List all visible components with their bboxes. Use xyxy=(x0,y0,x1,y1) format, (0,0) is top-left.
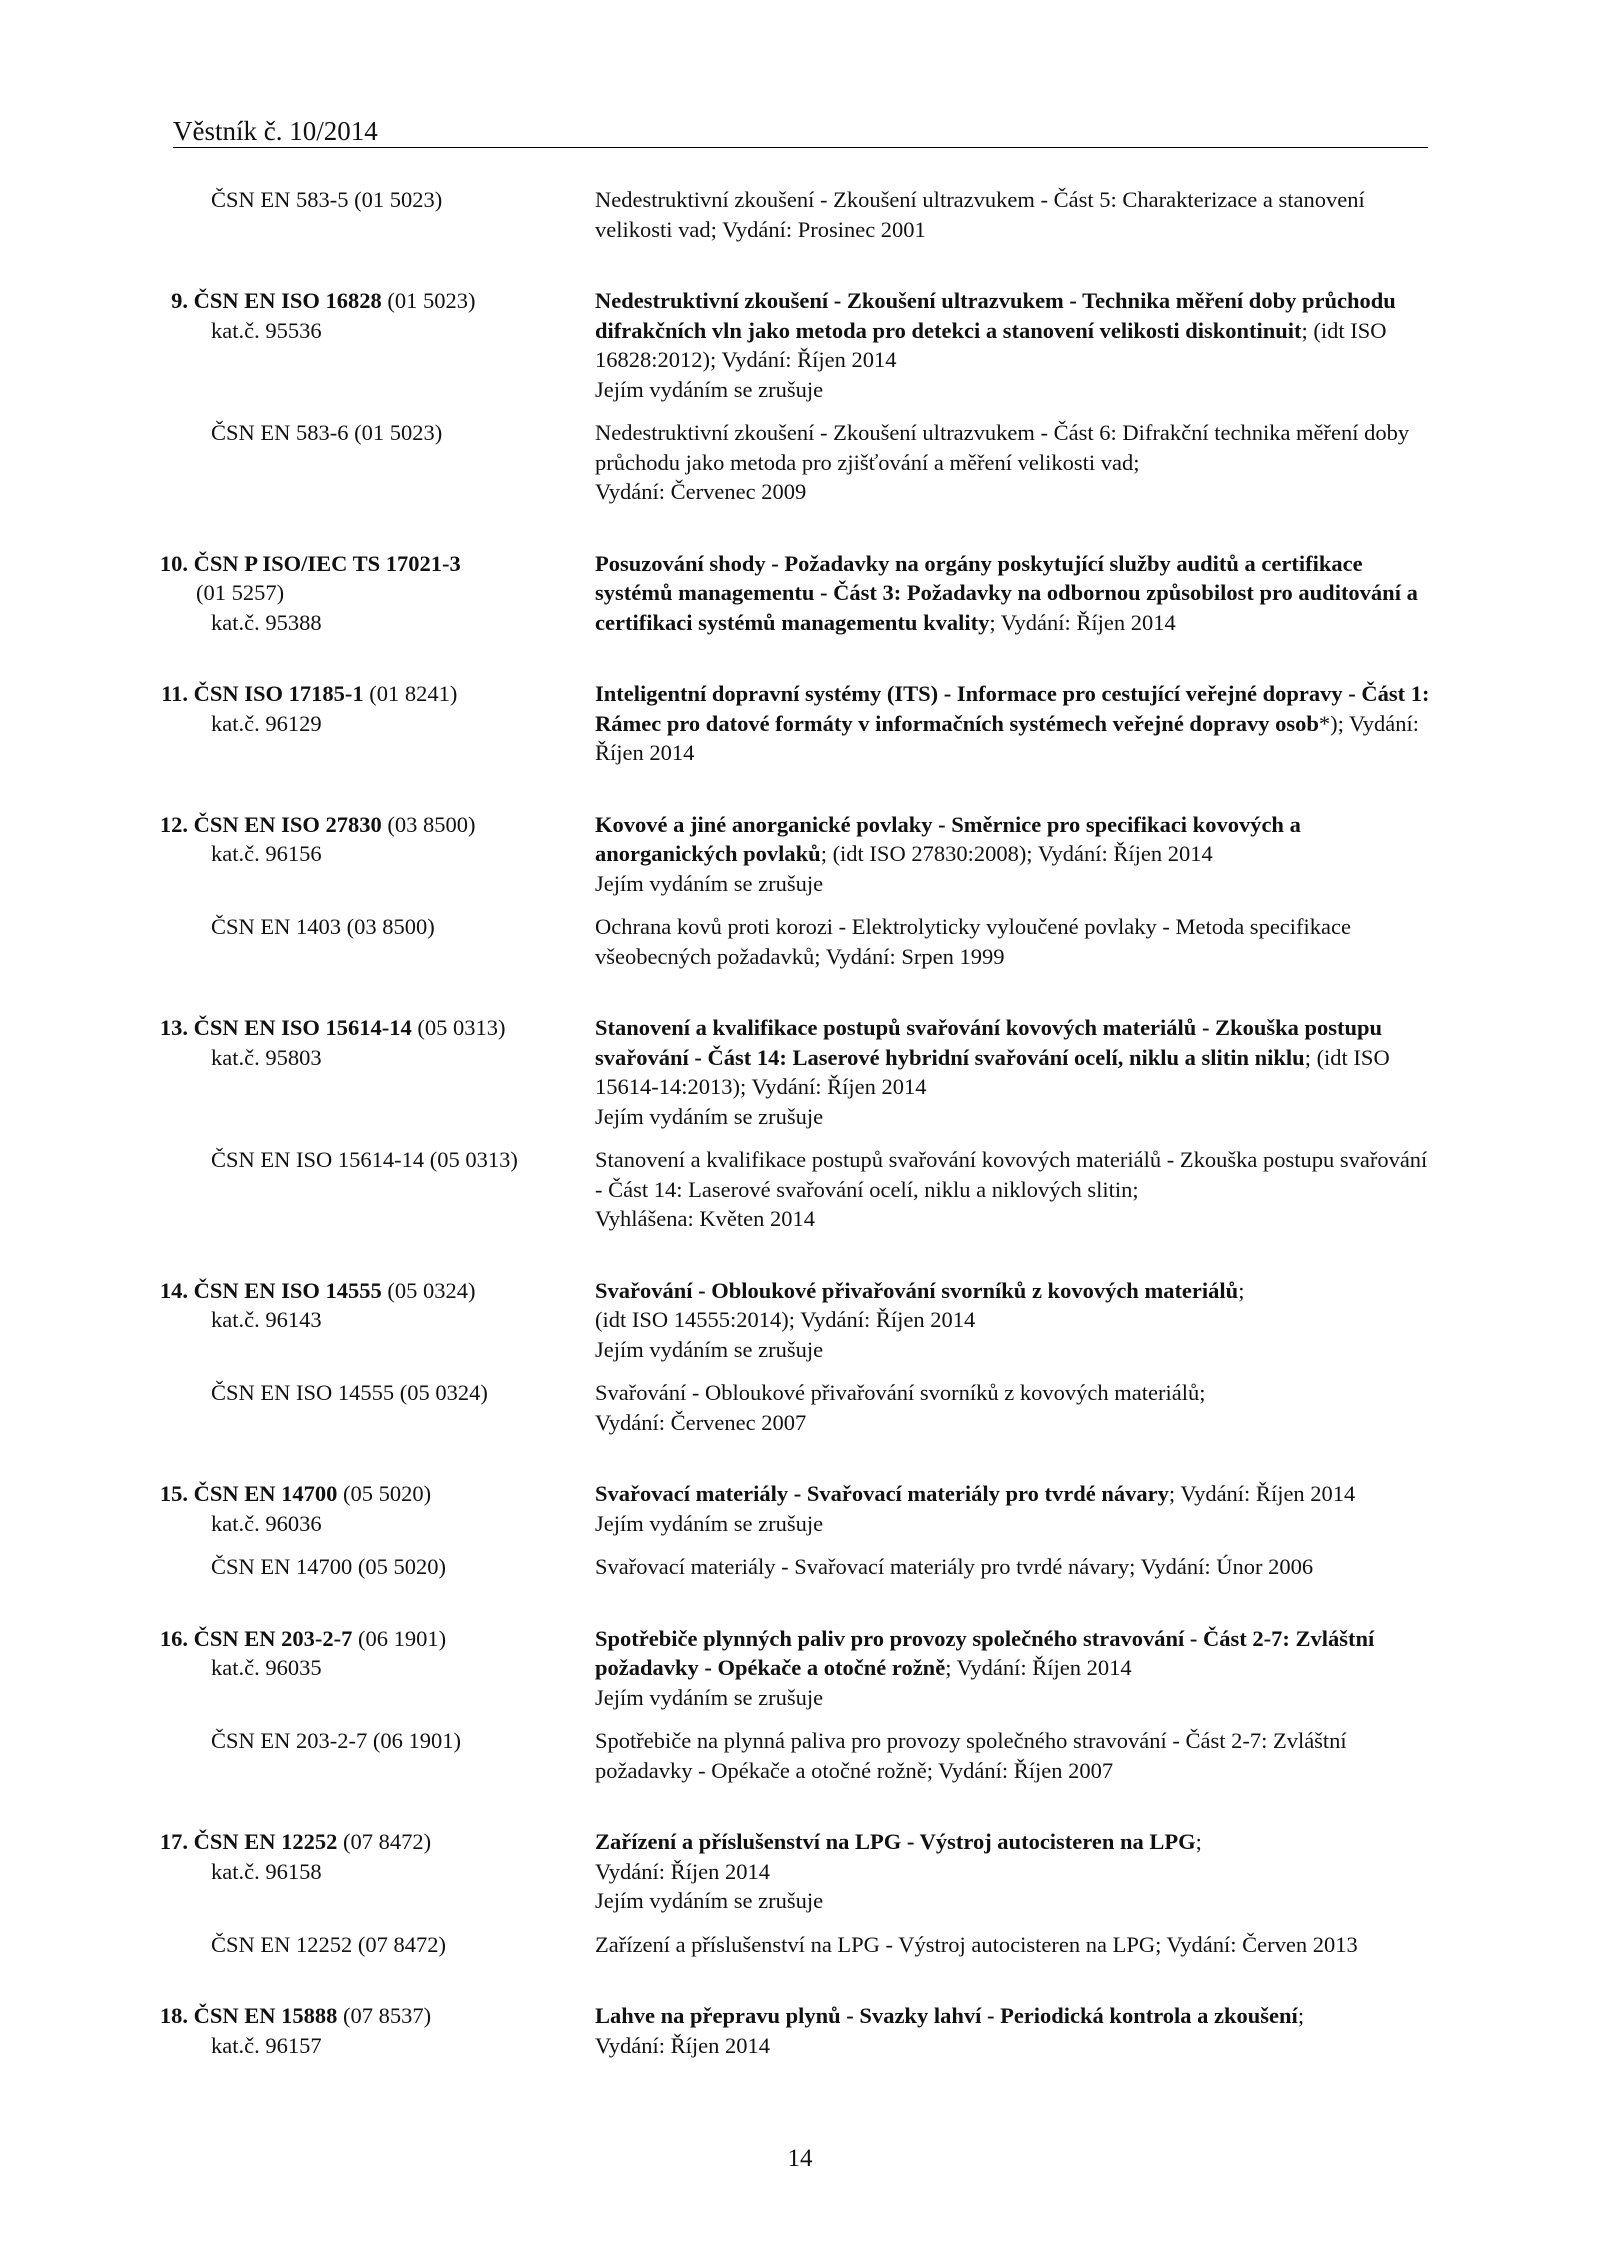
standard-replaced-row xyxy=(0,418,1600,507)
title-bold: Svařovací materiály - Svařovací materiály pro tvrdé návary xyxy=(595,1481,1169,1506)
title-details: ; xyxy=(1195,1829,1202,1854)
title-extra-line: Vydání: Říjen 2014 xyxy=(595,1858,770,1884)
replaces-note: Jejím vydáním se zrušuje xyxy=(595,1103,824,1129)
entry-number: 17. xyxy=(159,1829,188,1854)
title-details: ; xyxy=(1297,2003,1305,2028)
standard-title xyxy=(580,1145,1435,1234)
classification-code: (06 1901) xyxy=(352,1625,447,1651)
replaces-note: Jejím vydáním se zrušuje xyxy=(595,376,824,402)
standard-designation xyxy=(0,286,580,404)
title-details: ; Vydání: Říjen 2014 xyxy=(1168,1481,1356,1506)
header-rule xyxy=(173,147,1428,148)
replaced-standard-code: ČSN EN ISO 14555 (05 0324) xyxy=(211,1380,488,1405)
catalog-number: kat.č. 96143 xyxy=(211,1307,322,1332)
catalog-number: kat.č. 96158 xyxy=(211,1858,322,1884)
title-text xyxy=(595,1013,1435,1102)
standard-title xyxy=(580,912,1435,971)
replaced-standard-code: ČSN EN 203-2-7 (06 1901) xyxy=(211,1728,461,1753)
title-bold: Inteligentní dopravní systémy (ITS) - Informace pro cestující veřejné dopravy - Část 1: Rámec pro datové formáty v informačních systémech veřejné dopravy osob xyxy=(595,681,1430,736)
designation-line xyxy=(159,1827,580,1857)
entry-number: 16. xyxy=(159,1625,188,1651)
title-bold: Zařízení a příslušenství na LPG - Výstroj autocisteren na LPG xyxy=(595,1829,1196,1854)
standard-entry xyxy=(0,1276,1600,1438)
catalog-number: kat.č. 96036 xyxy=(211,1510,322,1536)
title-text xyxy=(595,1378,1435,1408)
standard-designation xyxy=(0,1624,580,1713)
standard-new-row xyxy=(0,1013,1600,1131)
title-text xyxy=(595,1479,1435,1509)
title-extra-line: Jejím vydáním se zrušuje xyxy=(595,1888,824,1913)
standard-title xyxy=(580,1624,1435,1713)
standard-title xyxy=(580,549,1435,638)
standard-designation xyxy=(0,418,580,507)
standard-code: ČSN EN ISO 27830 xyxy=(193,811,382,837)
page-number: 14 xyxy=(787,2145,813,2172)
entry-number: 18. xyxy=(159,2003,188,2028)
standard-code: ČSN EN 14700 xyxy=(193,1481,338,1506)
replaced-standard-code: ČSN EN 14700 (05 5020) xyxy=(211,1554,446,1579)
page-header-title: Věstník č. 10/2014 xyxy=(173,116,378,146)
classification-code: (07 8472) xyxy=(337,1829,432,1854)
title-details: ; xyxy=(1238,1277,1245,1303)
standard-new-row xyxy=(0,679,1600,768)
replaces-note: Jejím vydáním se zrušuje xyxy=(595,1510,824,1536)
title-text xyxy=(595,912,1435,971)
standard-new-row xyxy=(0,2001,1600,2060)
standard-replaced-row xyxy=(0,1378,1600,1437)
title-bold: Svařování - Obloukové přivařování svorníků z kovových materiálů xyxy=(595,1277,1239,1303)
standard-new-row xyxy=(0,286,1600,404)
entry-number: 12. xyxy=(159,811,188,837)
standard-entry xyxy=(0,1827,1600,1959)
standard-designation xyxy=(0,1479,580,1538)
standard-title xyxy=(580,1378,1435,1437)
title-details: Nedestruktivní zkoušení - Zkoušení ultrazvukem - Část 6: Difrakční technika měření doby průchodu jako metoda pro zjišťování a měření velikosti vad; xyxy=(595,420,1410,475)
standard-new-row xyxy=(0,185,1600,244)
title-text xyxy=(595,1930,1435,1960)
standard-replaced-row xyxy=(0,1145,1600,1234)
standard-title xyxy=(580,1827,1435,1916)
classification-code: (05 5020) xyxy=(337,1481,432,1506)
replaced-standard-code: ČSN EN 12252 (07 8472) xyxy=(211,1931,446,1957)
standard-code: ČSN EN 12252 xyxy=(193,1829,338,1854)
entry-number: 9. xyxy=(171,288,188,313)
title-details: ; (idt ISO 15614-14:2013); Vydání: Říjen 2014 xyxy=(595,1044,1390,1099)
standard-designation xyxy=(0,2001,580,2060)
title-details: Ochrana kovů proti korozi - Elektrolyticky vyloučené povlaky - Metoda specifikace všeobecných požadavků; Vydání: Srpen 1999 xyxy=(595,914,1351,969)
title-extra-line: (idt ISO 14555:2014); Vydání: Říjen 2014 xyxy=(595,1307,976,1332)
replaces-note: Vyhlášena: Květen 2014 xyxy=(595,1206,815,1231)
replaced-standard-code: ČSN EN 1403 (03 8500) xyxy=(211,914,435,939)
standard-entry xyxy=(0,1479,1600,1582)
standard-designation xyxy=(0,1378,580,1437)
title-text xyxy=(595,1726,1435,1785)
standard-title xyxy=(580,1013,1435,1131)
standard-new-row xyxy=(0,1276,1600,1365)
catalog-number: kat.č. 95803 xyxy=(211,1044,322,1070)
standard-designation xyxy=(0,1827,580,1916)
classification-code: (07 8537) xyxy=(337,2003,432,2028)
catalog-number: kat.č. 96129 xyxy=(211,710,322,736)
standard-code: ČSN ISO 17185-1 xyxy=(193,681,364,706)
standard-designation xyxy=(0,549,580,638)
standard-designation xyxy=(0,679,580,768)
designation-line xyxy=(171,286,580,316)
title-details: ; Vydání: Říjen 2014 xyxy=(989,609,1176,635)
classification-code: (01 5023) xyxy=(381,288,476,313)
standard-title xyxy=(580,679,1435,768)
replaced-standard-code: ČSN EN ISO 15614-14 (05 0313) xyxy=(211,1147,518,1172)
standard-replaced-row xyxy=(0,1930,1600,1960)
title-text xyxy=(595,286,1435,375)
designation-line xyxy=(159,1479,580,1509)
title-extra-line: Vydání: Říjen 2014 xyxy=(595,2032,770,2058)
catalog-number: kat.č. 96035 xyxy=(211,1655,322,1680)
classification-code: (05 0313) xyxy=(411,1015,506,1040)
replaces-note: Vydání: Červenec 2009 xyxy=(595,479,807,504)
replaces-note: Vydání: Červenec 2007 xyxy=(595,1409,807,1435)
standard-entry xyxy=(0,286,1600,507)
standard-entry xyxy=(0,679,1600,768)
title-details: *); Vydání: Říjen 2014 xyxy=(595,710,1420,765)
title-text xyxy=(595,1827,1435,1857)
title-text xyxy=(595,1552,1435,1582)
title-details: Spotřebiče na plynná paliva pro provozy společného stravování - Část 2-7: Zvláštní požadavky - Opékače a otočné rožně; Vydání: Říjen 2007 xyxy=(595,1728,1347,1783)
title-bold: Spotřebiče plynných paliv pro provozy společného stravování - Část 2-7: Zvláštní požadavky - Opékače a otočné rožně xyxy=(595,1625,1375,1680)
title-text xyxy=(595,810,1435,869)
title-details: Zařízení a příslušenství na LPG - Výstroj autocisteren na LPG; Vydání: Červen 2013 xyxy=(595,1931,1358,1957)
standard-new-row xyxy=(0,1624,1600,1713)
standard-title xyxy=(580,1479,1435,1538)
title-text xyxy=(595,2001,1435,2031)
standard-title xyxy=(580,1726,1435,1785)
title-text xyxy=(595,185,1435,244)
title-bold: Lahve na přepravu plynů - Svazky lahví - Periodická kontrola a zkoušení xyxy=(595,2003,1298,2028)
title-text xyxy=(595,1145,1435,1204)
title-bold: Nedestruktivní zkoušení - Zkoušení ultrazvukem - Technika měření doby průchodu difrakčních vln jako metoda pro detekci a stanovení velikosti diskontinuit xyxy=(595,288,1396,343)
standard-designation xyxy=(0,1930,580,1960)
designation-line xyxy=(159,549,580,579)
designation-line xyxy=(161,679,580,709)
classification-code: (01 5257) xyxy=(196,580,285,605)
replaced-standard-code: ČSN EN 583-6 (01 5023) xyxy=(211,420,443,445)
replaces-note: Jejím vydáním se zrušuje xyxy=(595,870,824,896)
title-details: Svařovací materiály - Svařovací materiály pro tvrdé návary; Vydání: Únor 2006 xyxy=(595,1554,1314,1579)
title-text xyxy=(595,418,1435,477)
classification-code: (05 0324) xyxy=(381,1277,476,1303)
title-text xyxy=(595,1624,1435,1683)
standard-entry xyxy=(0,1624,1600,1786)
standard-title xyxy=(580,418,1435,507)
standard-designation xyxy=(0,1276,580,1365)
designation-line xyxy=(159,810,580,840)
designation-line xyxy=(159,1276,580,1306)
standard-title xyxy=(580,1276,1435,1365)
standard-replaced-row xyxy=(0,1726,1600,1785)
standard-designation xyxy=(0,1726,580,1785)
title-text xyxy=(595,549,1435,638)
catalog-number: kat.č. 95536 xyxy=(211,317,322,343)
standard-title xyxy=(580,185,1435,244)
standard-code: ČSN EN ISO 15614-14 xyxy=(193,1015,412,1040)
standard-code: ČSN EN 203-2-7 xyxy=(193,1625,353,1651)
standard-code: ČSN P ISO/IEC TS 17021-3 xyxy=(193,550,461,576)
standard-title xyxy=(580,2001,1435,2060)
standard-code: ČSN EN ISO 14555 xyxy=(193,1277,382,1303)
standard-entry xyxy=(0,810,1600,972)
standard-title xyxy=(580,810,1435,899)
standard-designation xyxy=(0,810,580,899)
title-text xyxy=(595,679,1435,768)
title-details: Svařování - Obloukové přivařování svorníků z kovových materiálů; xyxy=(595,1380,1206,1405)
catalog-number: kat.č. 95388 xyxy=(211,609,322,635)
standard-new-row xyxy=(0,1827,1600,1916)
title-details: ; (idt ISO 27830:2008); Vydání: Říjen 2014 xyxy=(820,841,1213,866)
classification-code: (03 8500) xyxy=(381,811,476,837)
standard-new-row xyxy=(0,810,1600,899)
designation-line xyxy=(159,1624,580,1654)
title-details: ; (idt ISO 16828:2012); Vydání: Říjen 2014 xyxy=(595,317,1387,372)
title-bold: Posuzování shody - Požadavky na orgány poskytující služby auditů a certifikace systémů managementu - Část 3: Požadavky na odbornou způsobilost pro auditování a certifikaci systémů managementu kvality xyxy=(595,550,1418,635)
title-bold: Kovové a jiné anorganické povlaky - Směrnice pro specifikaci kovových a anorganických povlaků xyxy=(595,811,1301,866)
standard-designation xyxy=(0,912,580,971)
standard-title xyxy=(580,286,1435,404)
entry-number: 10. xyxy=(159,550,188,576)
classification-code: (01 8241) xyxy=(363,681,458,706)
title-bold: Stanovení a kvalifikace postupů svařování kovových materiálů - Zkouška postupu svařování - Část 14: Laserové hybridní svařování ocelí, niklu a slitin niklu xyxy=(595,1015,1383,1070)
standard-replaced-row xyxy=(0,912,1600,971)
replaces-note: Jejím vydáním se zrušuje xyxy=(595,1684,824,1710)
standard-entry xyxy=(0,1013,1600,1234)
standard-designation xyxy=(0,1552,580,1582)
entry-number: 15. xyxy=(159,1481,188,1506)
catalog-number: kat.č. 96156 xyxy=(211,841,322,866)
title-details: Stanovení a kvalifikace postupů svařování kovových materiálů - Zkouška postupu svařování - Část 14: Laserové svařování ocelí, niklu a niklových slitin; xyxy=(595,1147,1428,1202)
title-extra-line: Jejím vydáním se zrušuje xyxy=(595,1336,824,1362)
standard-new-row xyxy=(0,1479,1600,1538)
entry-number: 13. xyxy=(159,1015,188,1040)
replaced-standard-code: ČSN EN 583-5 (01 5023) xyxy=(211,187,443,212)
entry-number: 11. xyxy=(161,681,188,706)
standard-entry xyxy=(0,2001,1600,2060)
standard-replaced-row xyxy=(0,1552,1600,1582)
designation-line xyxy=(159,2001,580,2031)
title-details: ; Vydání: Říjen 2014 xyxy=(945,1655,1132,1680)
entry-number: 14. xyxy=(159,1277,188,1303)
standard-title xyxy=(580,1552,1435,1582)
standard-entry xyxy=(0,549,1600,638)
designation-line xyxy=(159,1013,580,1043)
title-details: Nedestruktivní zkoušení - Zkoušení ultrazvukem - Část 5: Charakterizace a stanovení velikosti vad; Vydání: Prosinec 2001 xyxy=(595,187,1365,242)
standard-code: ČSN EN 15888 xyxy=(193,2003,338,2028)
standard-code: ČSN EN ISO 16828 xyxy=(193,288,382,313)
standard-designation xyxy=(0,185,580,244)
standard-designation xyxy=(0,1145,580,1234)
standards-list xyxy=(0,185,1600,2060)
standard-designation xyxy=(0,1013,580,1131)
standard-new-row xyxy=(0,549,1600,638)
title-text xyxy=(595,1276,1435,1306)
catalog-number: kat.č. 96157 xyxy=(211,2032,322,2058)
standard-title xyxy=(580,1930,1435,1960)
standard-entry xyxy=(0,185,1600,244)
